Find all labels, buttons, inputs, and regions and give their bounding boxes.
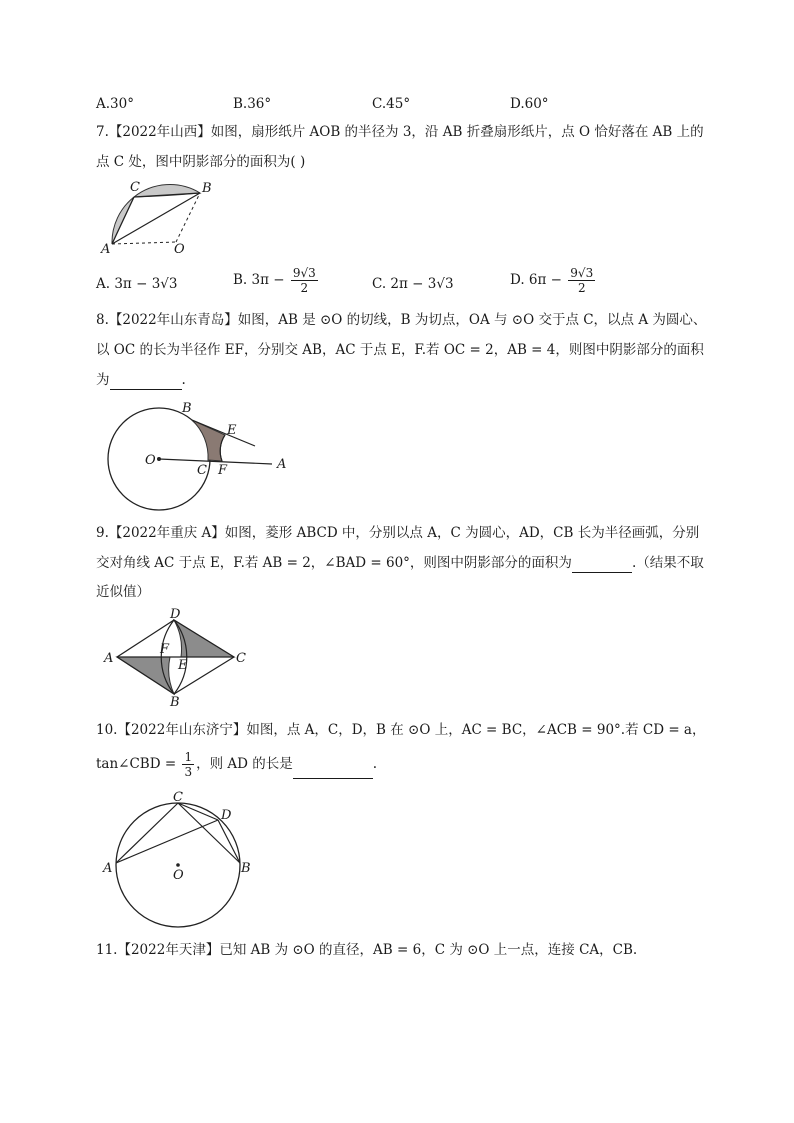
q7-text-line1: 7.【2022年山西】如图，扇形纸片 AOB 的半径为 3，沿 AB 折叠扇形纸片，点 O 恰好落在 AB 上的: [96, 124, 704, 140]
q10-label-b: B: [241, 861, 251, 876]
q10-fraction: [182, 750, 194, 779]
q10-answer-blank: [293, 762, 373, 779]
q8-label-e: E: [227, 423, 237, 438]
q7-option-d-fraction: [568, 266, 595, 295]
q8-line3-text: 为: [96, 372, 110, 388]
q9-answer-blank: [572, 556, 632, 573]
q6-option-a: A.30°: [96, 96, 134, 112]
q10-fraction-num: 1: [184, 750, 193, 764]
q8-label-a: A: [277, 457, 287, 472]
q7-label-c: C: [130, 180, 140, 195]
q7-option-d-den: 2: [577, 281, 586, 295]
q7-option-d-text: D. 6π −: [510, 272, 562, 288]
q8-label-b: B: [182, 401, 192, 416]
q6-option-c: C.45°: [372, 96, 411, 112]
q10-label-d: D: [221, 808, 232, 823]
q9-label-f: F: [160, 642, 170, 657]
q10-text-line1: 10.【2022年山东济宁】如图，点 A，C，D，B 在 ⊙O 上，AC = BC，∠ACB = 90°.若 CD = a，: [96, 722, 706, 738]
q10-figure: [100, 788, 270, 930]
q6-option-d: D.60°: [510, 96, 549, 112]
q10-label-a: A: [103, 861, 113, 876]
q7-option-b-den: 2: [300, 281, 309, 295]
q10-label-c: C: [173, 790, 183, 805]
q9-figure: [100, 606, 260, 710]
q8-text-line2: 以 OC 的长为半径作 EF，分别交 AB，AC 于点 E，F.若 OC = 2，AB = 4，则图中阴影部分的面积: [96, 342, 704, 358]
q7-option-a: A. 3π − 3√3: [96, 276, 178, 292]
q10-line2-end: .: [372, 756, 378, 772]
q9-text-line2: [96, 553, 704, 573]
q7-label-b: B: [202, 181, 212, 196]
q11-text-line1: 11.【2022年天津】已知 AB 为 ⊙O 的直径，AB = 6，C 为 ⊙O 上一点，连接 CA，CB.: [96, 942, 638, 958]
q9-label-c: C: [236, 651, 246, 666]
q8-line3-end: .: [181, 372, 186, 388]
q7-option-d: [510, 266, 597, 295]
q7-option-b: [233, 266, 320, 295]
q10-line2-pre: tan∠CBD =: [96, 756, 177, 772]
q9-label-a: A: [104, 651, 114, 666]
q8-label-f: F: [218, 463, 228, 478]
q8-label-o: O: [145, 453, 156, 468]
q9-label-e: E: [178, 658, 188, 673]
q9-label-b: B: [170, 695, 180, 710]
q7-option-b-text: B. 3π −: [233, 272, 285, 288]
q7-figure: [96, 180, 236, 260]
q10-text-line2: [96, 750, 377, 779]
q10-fraction-den: 3: [184, 765, 193, 779]
q6-option-b: B.36°: [233, 96, 272, 112]
q7-label-a: A: [101, 242, 111, 257]
q10-line2-post: ，则 AD 的长是: [196, 756, 293, 772]
q8-answer-blank: [110, 373, 182, 390]
q8-figure: [100, 398, 300, 516]
q9-text-line3: 近似值）: [96, 584, 150, 600]
q7-label-o: O: [174, 242, 185, 257]
q7-option-c: C. 2π − 3√3: [372, 276, 454, 292]
q9-line2-end: .（结果不取: [631, 555, 704, 571]
q7-option-b-fraction: [291, 266, 318, 295]
q9-label-d: D: [170, 607, 181, 622]
q8-label-c: C: [197, 463, 207, 478]
q10-label-o: O: [173, 868, 184, 883]
q7-option-d-num: 9√3: [570, 266, 594, 280]
q8-text-line1: 8.【2022年山东青岛】如图，AB 是 ⊙O 的切线，B 为切点，OA 与 ⊙O 交于点 C，以点 A 为圆心、: [96, 312, 707, 328]
q7-option-b-num: 9√3: [292, 266, 316, 280]
q8-text-line3: [96, 370, 186, 390]
q9-line2-text: 交对角线 AC 于点 E，F.若 AB = 2，∠BAD = 60°，则图中阴影部分的面积为: [96, 555, 572, 571]
q7-text-line2: 点 C 处，图中阴影部分的面积为( ): [96, 154, 306, 170]
q9-text-line1: 9.【2022年重庆 A】如图，菱形 ABCD 中，分别以点 A，C 为圆心，AD，CB 长为半径画弧，分别: [96, 525, 700, 541]
